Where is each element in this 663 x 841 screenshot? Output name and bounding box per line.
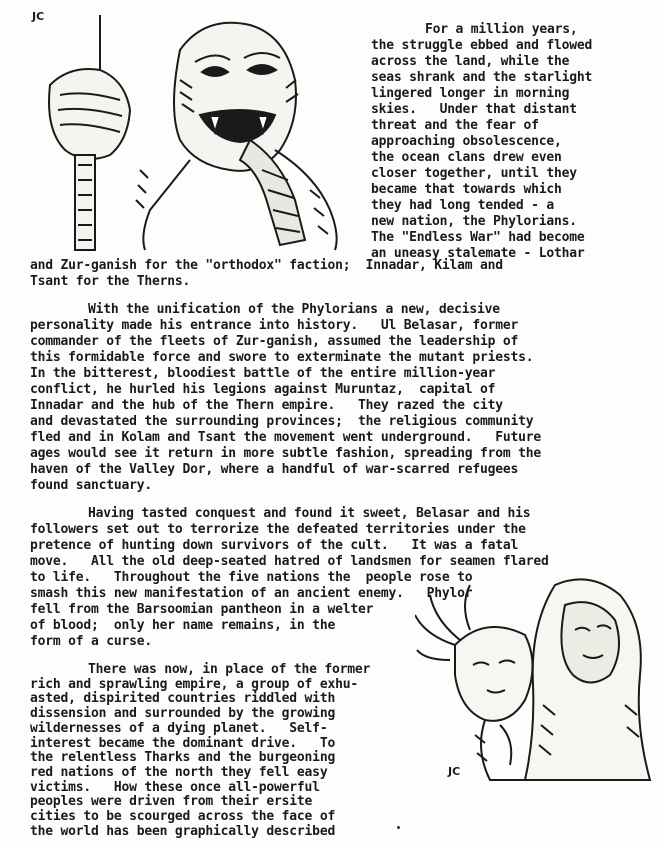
alien-figure-illustration [30,10,360,255]
text-line: became that towards which [371,182,562,197]
text-line: found sanctuary. [30,478,153,493]
text-line: the world has been graphically described [30,823,336,839]
text-line: this formidable force and swore to exterminate the mutant priests. [30,350,534,365]
text-line: Having tasted conquest and found it sweet, Belasar and his [88,506,531,521]
text-line: and devastated the surrounding provinces; the religious community [30,414,534,429]
text-line: haven of the Valley Dor, where a handful of war-scarred refugees [30,462,519,477]
text-line: the relentless Tharks and the burgeoning [30,750,336,766]
text-line: closer together, until they [371,166,577,181]
text-line: There was now, in place of the former [88,662,371,677]
text-line: move. All the old deep-seated hatred of landsmen for seamen flared [30,554,549,569]
text-line: For a million years, [425,22,578,37]
text-line: approaching obsolescence, [371,134,562,149]
text-line: dissension and surrounded by the growing [30,706,336,722]
text-line: Tsant for the Therns. [30,274,191,289]
text-line: of blood; only her name remains, in the [30,618,336,633]
text-line: to life. Throughout the five nations the people rose to [30,570,473,585]
text-line: new nation, the Phylorians. [371,214,577,229]
text-line: victims. How these once all-powerful [30,779,320,795]
text-line: In the bitterest, bloodiest battle of the entire million-year [30,366,496,381]
text-line: The "Endless War" had become [371,230,585,245]
text-line: conflict, he hurled his legions against Muruntaz, capital of [30,382,496,397]
text-line: interest became the dominant drive. To [30,735,336,751]
text-line: commander of the fleets of Zur-ganish, assumed the leadership of [30,334,519,349]
text-line: Innadar and the hub of the Thern empire. They razed the city [30,398,503,413]
text-line: pretence of hunting down survivors of the cult. It was a fatal [30,538,519,553]
text-line: an uneasy stalemate - Lothar [371,246,585,261]
text-line: With the unification of the Phylorians a new, decisive [88,302,500,317]
text-line: rich and sprawling empire, a group of exhu- [30,676,358,692]
text-line: the ocean clans drew even [371,150,562,165]
artist-signature-top: JC [32,10,45,23]
text-line: form of a curse. [30,634,153,649]
text-line: wildernesses of a dying planet. Self- [30,720,328,736]
text-line: cities to be scourged across the face of [30,809,336,824]
text-line: smash this new manifestation of an ancient enemy. Phylor [30,586,473,601]
text-line: ages would see it return in more subtle fashion, spreading from the [30,446,541,461]
text-line: and Zur-ganish for the "orthodox" faction; Innadar, Kilam and [30,258,503,273]
text-line: fled and in Kolam and Tsant the movement went underground. Future [30,430,541,445]
text-line: personality made his entrance into history. Ul Belasar, former [30,318,519,333]
text-line: seas shrank and the starlight [371,70,593,85]
text-line: lingered longer in morning [371,86,570,101]
text-line: peoples were driven from their ersite [30,794,313,810]
text-line: followers set out to terrorize the defeated territories under the [30,522,526,537]
text-line: fell from the Barsoomian pantheon in a welter [30,602,374,617]
text-line: threat and the fear of [371,118,539,133]
text-line: skies. Under that distant [371,102,577,117]
text-line: across the land, while the [371,54,570,69]
text-line: the struggle ebbed and flowed [371,38,593,53]
text-line: asted, dispirited countries riddled with [30,691,336,707]
text-line: red nations of the north they fell easy [30,764,328,780]
text-line: they had long tended - a [371,198,555,213]
artist-signature-bottom: JC [448,765,461,778]
stray-mark [397,826,400,829]
